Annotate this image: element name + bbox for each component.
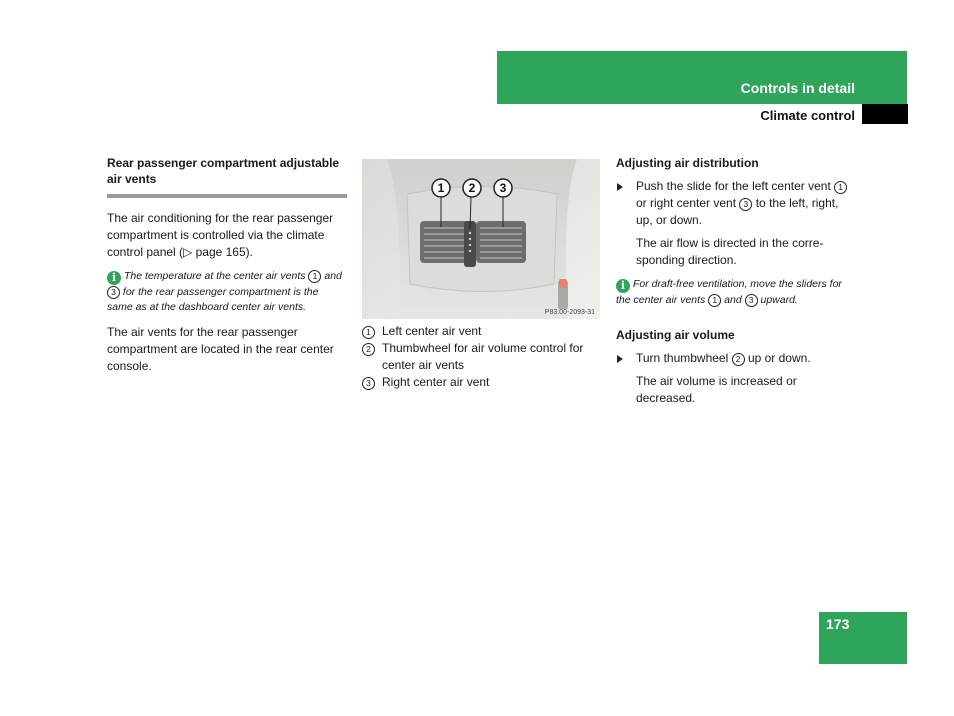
header-band [497,51,907,104]
left-column [107,155,347,383]
callout-ref: 3 [745,294,758,307]
note-text: and [321,270,342,282]
callout-ref: 3 [739,198,752,211]
figure-legend [362,323,602,391]
callout-ref: 1 [834,181,847,194]
step-arrow-icon [617,355,623,363]
rear-vents-heading: Rear passenger compartment adjustable air vents [107,156,340,186]
legend-number: 3 [362,377,375,390]
temperature-note [107,269,347,315]
middle-column [362,159,602,391]
legend-item [362,323,602,340]
legend-text: Thumbwheel for air volume control for center air vents [382,341,584,372]
step-text: Push the slide for the left center vent [636,179,835,193]
info-icon: i [107,271,121,285]
step-text: to the left, right, up, or down. [636,196,839,227]
callout-ref: 3 [107,286,120,299]
note-text: For draft-free ventilation, move the sliders for the center air vents [616,278,842,306]
draft-free-note [616,277,852,308]
info-icon: i [616,279,630,293]
step-text: or right center vent [636,196,740,210]
callout-ref: 1 [308,270,321,283]
intro-paragraph: The air conditioning for the rear passenger compartment is controlled via the climate control panel (▷ page 165). [107,211,334,259]
section-tab-marker [862,104,908,124]
callout-3-label: 3 [499,181,507,195]
note-text: The temperature at the center air vents [124,270,309,282]
callout-ref: 1 [708,294,721,307]
instruction-step [616,178,852,229]
legend-number: 2 [362,343,375,356]
note-text: and [721,294,745,306]
step-result: The air flow is directed in the corre-sponding direction. [636,236,824,267]
air-distribution-heading: Adjusting air distribution [616,156,759,170]
legend-item [362,374,602,391]
legend-text: Right center air vent [382,375,490,389]
callout-1-label: 1 [437,181,445,195]
location-paragraph: The air vents for the rear passenger compartment are located in the rear center console. [107,325,334,373]
instruction-step [616,350,852,367]
image-code: P83.00-2093-31 [544,309,595,316]
air-volume-heading: Adjusting air volume [616,328,735,342]
step-result: The air volume is increased or decreased. [636,374,797,405]
right-column [616,155,852,415]
legend-text: Left center air vent [382,324,482,338]
note-text: for the rear passenger compartment is the same as at the dashboard center air vents. [107,286,319,313]
note-text: upward. [757,294,798,306]
callout-2-label: 2 [468,181,476,195]
step-arrow-icon [617,183,623,191]
page-number: 173 [826,616,850,632]
subsection-title: Climate control [760,108,855,123]
heading-rule [107,194,347,198]
legend-item [362,340,602,374]
rear-vents-illustration [362,159,600,319]
step-text: Turn thumbwheel [636,351,732,365]
section-title: Controls in detail [740,80,855,96]
legend-number: 1 [362,326,375,339]
callout-ref: 2 [732,353,745,366]
step-text: up or down. [744,351,811,365]
rear-vents-photo [362,159,600,319]
